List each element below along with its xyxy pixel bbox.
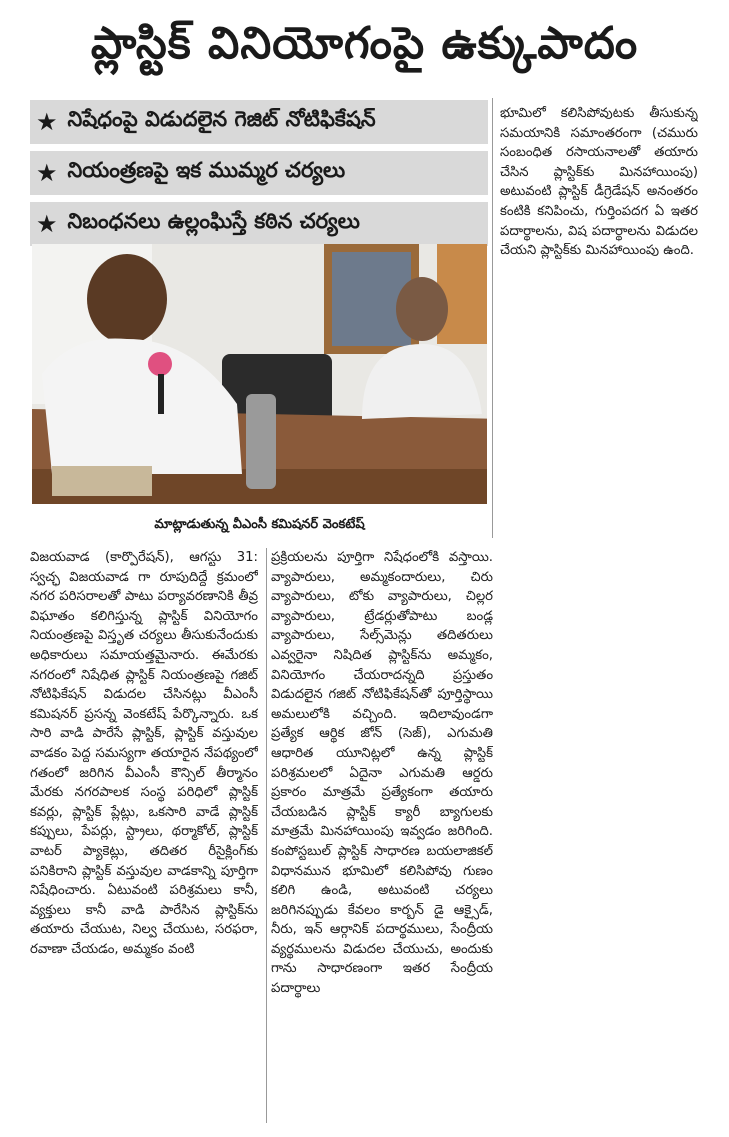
bullet-item: [30, 151, 488, 195]
bullet-text: నిషేధంపై విడుదలైన గెజిట్ నోటిఫికేషన్: [67, 107, 376, 131]
news-photo: [32, 244, 487, 504]
star-icon: ★: [36, 108, 58, 136]
star-icon: ★: [36, 210, 58, 238]
bullet-list: [30, 100, 488, 253]
article-column-right: భూమిలో కలిసిపోవుటకు తీసుకున్న సమయానికి సమాంతరంగా (చమురు సంబంధిత రసాయనాలతో తయారు చేసిన ప్లాస్టిక్‌కు మినహాయింపు) అటువంటి ప్లాస్టిక్ డీగ్రెడేషన్ అనంతరం కంటికి కనిపించు, గుర్తింపదగ ఏ ఇతర పదార్థాలను, విష పదార్థాలను విడుదల చేయని ప్లాస్టిక్‌కు మినహాయింపు ఉంది.: [500, 106, 698, 259]
headline: ప్లాస్టిక్ వినియోగంపై ఉక్కుపాదం: [90, 18, 639, 69]
bullet-item: [30, 202, 488, 246]
bullet-text: నిబంధనలు ఉల్లంఘిస్తే కఠిన చర్యలు: [67, 209, 360, 233]
bullet-item: [30, 100, 488, 144]
bullet-text: నియంత్రణపై ఇక ముమ్మర చర్యలు: [67, 158, 346, 182]
star-icon: ★: [36, 159, 58, 187]
article-column-1: విజయవాడ (కార్పొరేషన్), ఆగస్టు 31: స్వచ్ఛ విజయవాడ గా రూపుదిద్దే క్రమంలో నగర పరిసరాలతో పాటు పర్యావరణానికి తీవ్ర విఘాతం కలిగిస్తున్న ప్లాస్టిక్ వినియోగం నియంత్రణపై విస్తృత చర్యలు తీసుకునేందుకు అధికారులు సమాయత్తమైనారు. ఈమేరకు నగరంలో నిషేధిత ప్లాస్టిక్ నియంత్రణపై గజిట్ నోటిఫికేషన్ విడుదల చేసినట్లు వీఎంసీ కమిషనర్ ప్రసన్న వెంకటేష్ పేర్కొన్నారు. ఒక సారి వాడి పారేసే ప్లాస్టిక్, ప్లాస్టిక్ వస్తువుల వాడకం పెద్ద సమస్యగా తయారైన నేపథ్యంలో గతంలో జరిగిన వీఎంసీ కౌన్సిల్ తీర్మానం మేరకు నగరపాలక సంస్థ పరిధిలో ప్లాస్టిక్ కవర్లు, ప్లాస్టిక్ ప్లేట్లు, ఒకసారి వాడే ప్లాస్టిక్ కప్పులు, పేపర్లు, స్ట్రాలు, థర్మాకోల్, ప్లాస్టిక్ వాటర్ ప్యాకెట్లు, తదితర రీసైక్లింగ్‌కు పనికిరాని ప్లాస్టిక్ వస్తువుల వాడకాన్ని పూర్తిగా నిషేధించారు. ఏటువంటి పరిశ్రమలు కానీ, వ్యక్తులు కానీ వాడి పారేసిన ప్లాస్టిక్‌ను తయారు చేయుట, నిల్వ చేయుట, సరఫరా, రవాణా చేయడం, అమ్మకం వంటి: [30, 550, 258, 957]
photo-caption: మాట్లాడుతున్న వీఎంసీ కమిషనర్ వెంకటేష్: [154, 517, 365, 532]
photo-illustration: [32, 244, 487, 504]
column-divider: [492, 98, 493, 538]
article-column-2: ప్రక్రియలను పూర్తిగా నిషేధంలోకి వస్తాయి. వ్యాపారులు, అమ్మకందారులు, చిరు వ్యాపారులు, టోకు వ్యాపారులు, చిల్లర వ్యాపారులు, ట్రేడర్లుతోపాటు బండ్ల వ్యాపారులు, సేల్స్‌మెన్లు తదితరులు ఎవ్వరైనా నిషిదిత ప్లాస్టిక్‌ను అమ్మకం, వినియోగం చేయరాదన్నది ప్రస్తుతం విడుదలైన గజిట్ నోటిఫికేషన్‌తో పూర్తిస్థాయి అమలులోకి వచ్చింది. ఇదిలావుండగా ప్రత్యేక ఆర్థిక జోన్ (సెజ్), ఎగుమతి ఆధారిత యూనిట్లలో ఉన్న ప్లాస్టిక్ పరిశ్రమలలో ఏదైనా ఎగుమతి ఆర్డరు ప్రకారం మాత్రమే ప్రత్యేకంగా తయారు చేయబడిన ప్లాస్టిక్ క్యారీ బ్యాగులకు మాత్రమే మినహాయింపు ఇవ్వడం జరిగింది. కంపోస్టబుల్ ప్లాస్టిక్ సాధారణ బయలాజికల్ విధానమున భూమిలో కలిసిపోవు గుణం కలిగి ఉండి, అటువంటి చర్యలు జరిగినప్పుడు కేవలం కార్బన్ డై ఆక్సైడ్, నీరు, ఇన్ ఆర్గానిక్ పదార్థములు, సేంద్రీయ వ్యర్థములను విడుదల చేయుచు, అందుకు గాను సాధారణంగా ఇతర సేంద్రీయ పదార్థాలు: [266, 548, 493, 1123]
